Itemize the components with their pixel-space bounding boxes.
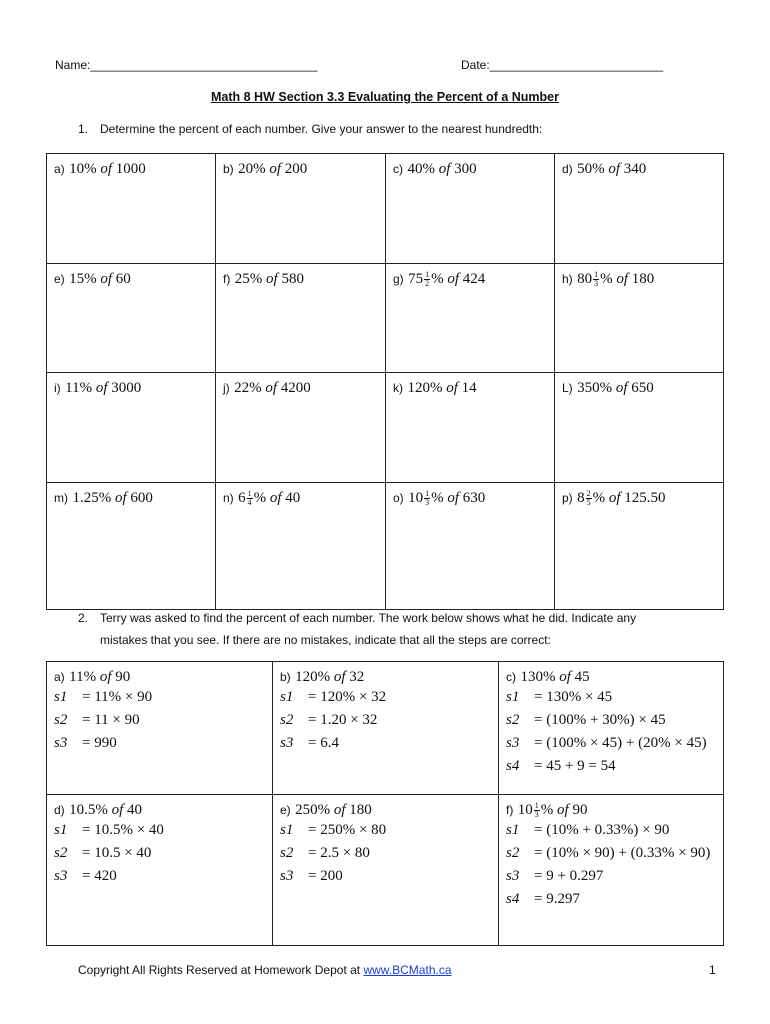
percent-value: 120% bbox=[407, 380, 443, 396]
step-label: s2 bbox=[280, 845, 294, 861]
step-label: s2 bbox=[506, 845, 520, 862]
of-word: of bbox=[269, 161, 282, 177]
base-number: 90 bbox=[572, 802, 588, 818]
q2-problem-cell[interactable] bbox=[47, 662, 273, 795]
problem-label: k) bbox=[393, 381, 403, 395]
problem-expression bbox=[408, 271, 485, 287]
problem-expression bbox=[238, 490, 300, 506]
percent-whole: 10 bbox=[517, 802, 533, 818]
problem-label: f) bbox=[506, 803, 514, 817]
problem-expression bbox=[577, 380, 654, 396]
step-expression: = 9.297 bbox=[534, 891, 580, 908]
of-word: of bbox=[100, 271, 113, 287]
of-word: of bbox=[615, 380, 628, 396]
of-word: of bbox=[557, 802, 569, 818]
base-number: 630 bbox=[462, 490, 486, 506]
q2-problem-cell[interactable] bbox=[47, 795, 273, 946]
work-step bbox=[54, 732, 265, 755]
q1-problem-cell[interactable] bbox=[47, 483, 216, 610]
problem-expression bbox=[65, 380, 141, 396]
step-expression: = (100% + 30%) × 45 bbox=[534, 712, 666, 728]
problem-label: L) bbox=[562, 381, 573, 395]
q1-problem-cell[interactable] bbox=[555, 264, 724, 373]
of-word: of bbox=[266, 271, 278, 287]
step-label: s1 bbox=[506, 822, 520, 839]
fraction-denominator: 3 bbox=[534, 810, 539, 820]
step-expression: = 120% × 32 bbox=[308, 689, 387, 705]
q1-number: 1. bbox=[78, 122, 89, 136]
of-word: of bbox=[447, 490, 460, 506]
work-steps bbox=[54, 819, 265, 888]
of-word: of bbox=[446, 380, 458, 396]
step-expression: = 420 bbox=[82, 868, 117, 884]
fraction-numerator: 1 bbox=[425, 489, 430, 499]
percent-value: 130% bbox=[520, 669, 556, 685]
problem-expression bbox=[295, 802, 372, 818]
base-number: 180 bbox=[349, 802, 372, 818]
fraction-numerator: 1 bbox=[534, 801, 539, 811]
of-word: of bbox=[608, 161, 621, 177]
step-expression: = (10% × 90) + (0.33% × 90) bbox=[534, 845, 711, 862]
base-number: 1000 bbox=[115, 161, 146, 177]
fraction bbox=[247, 490, 253, 507]
percent-whole: 8 bbox=[577, 490, 585, 506]
step-label: s2 bbox=[54, 845, 68, 861]
of-word: of bbox=[333, 802, 346, 818]
step-label: s1 bbox=[280, 822, 294, 838]
base-number: 3000 bbox=[111, 380, 142, 396]
q1-problem-cell[interactable] bbox=[386, 483, 555, 610]
step-label: s3 bbox=[54, 868, 68, 884]
step-label: s1 bbox=[280, 689, 294, 705]
step-label: s4 bbox=[506, 891, 520, 908]
fraction bbox=[593, 271, 599, 288]
base-number: 580 bbox=[281, 271, 304, 287]
percent-value: 15% bbox=[69, 271, 97, 287]
percent-value: 10% bbox=[69, 161, 97, 177]
step-expression: = 2.5 × 80 bbox=[308, 845, 370, 861]
name-label: Name: bbox=[55, 58, 91, 72]
of-word: of bbox=[100, 161, 113, 177]
step-label: s1 bbox=[54, 822, 68, 838]
of-word: of bbox=[333, 669, 346, 685]
fraction bbox=[424, 271, 430, 288]
work-step bbox=[280, 865, 491, 888]
percent-value: 11% bbox=[69, 669, 97, 685]
problem-label: h) bbox=[562, 272, 573, 286]
step-expression: = 9 + 0.297 bbox=[534, 868, 604, 885]
percent-value: 250% bbox=[295, 802, 331, 818]
step-label: s1 bbox=[506, 689, 520, 705]
problem-label: a) bbox=[54, 162, 65, 176]
work-steps bbox=[506, 819, 716, 911]
date-field bbox=[461, 58, 663, 72]
q2-instruction bbox=[78, 607, 738, 651]
q2-table bbox=[46, 661, 724, 946]
step-expression: = 6.4 bbox=[308, 735, 339, 751]
problem-label: f) bbox=[223, 272, 231, 286]
work-step bbox=[506, 842, 716, 865]
q1-problem-cell[interactable] bbox=[216, 373, 386, 483]
q1-problem-cell[interactable] bbox=[386, 264, 555, 373]
q1-problem-cell[interactable] bbox=[555, 483, 724, 610]
work-step bbox=[54, 686, 265, 709]
percent-value: 22% bbox=[234, 380, 262, 396]
problem-expression bbox=[72, 490, 152, 506]
problem-expression bbox=[577, 161, 646, 177]
problem-label: b) bbox=[280, 670, 291, 684]
work-step bbox=[506, 686, 716, 709]
fraction-numerator: 1 bbox=[425, 270, 430, 280]
problem-expression bbox=[407, 380, 476, 396]
problem-expression bbox=[69, 161, 146, 177]
step-label: s3 bbox=[54, 735, 68, 751]
problem-label: d) bbox=[562, 162, 573, 176]
page-number: 1 bbox=[709, 963, 716, 977]
fraction-numerator: 2 bbox=[586, 489, 591, 499]
name-line: __________________________________ bbox=[90, 58, 318, 72]
percent-sign: % bbox=[253, 490, 267, 506]
q1-row bbox=[47, 154, 724, 264]
base-number: 125.50 bbox=[624, 490, 666, 506]
step-label: s2 bbox=[506, 712, 520, 728]
q2-problem-cell[interactable] bbox=[273, 662, 499, 795]
q2-problem-cell[interactable] bbox=[273, 795, 499, 946]
q1-row bbox=[47, 373, 724, 483]
percent-value: 1.25% bbox=[72, 490, 112, 506]
base-number: 340 bbox=[623, 161, 647, 177]
percent-whole: 10 bbox=[408, 490, 424, 506]
of-word: of bbox=[111, 802, 124, 818]
q1-problem-cell[interactable] bbox=[216, 483, 386, 610]
of-word: of bbox=[114, 490, 127, 506]
q1-problem-cell[interactable] bbox=[216, 154, 386, 264]
percent-sign: % bbox=[431, 271, 444, 287]
base-number: 180 bbox=[631, 271, 655, 287]
percent-whole: 80 bbox=[577, 271, 593, 287]
q1-problem-cell[interactable] bbox=[386, 154, 555, 264]
base-number: 600 bbox=[130, 490, 153, 506]
problem-expression bbox=[234, 380, 311, 396]
name-field bbox=[55, 58, 317, 72]
date-line: __________________________ bbox=[489, 58, 664, 72]
step-expression: = 990 bbox=[82, 735, 117, 751]
of-word: of bbox=[447, 271, 460, 287]
problem-label: a) bbox=[54, 670, 65, 684]
percent-sign: % bbox=[431, 490, 444, 506]
work-step bbox=[280, 842, 491, 865]
problem-expression bbox=[69, 271, 131, 287]
step-label: s3 bbox=[280, 868, 294, 884]
fraction-denominator: 3 bbox=[594, 279, 599, 289]
problem-label: i) bbox=[54, 381, 61, 395]
problem-label: p) bbox=[562, 491, 573, 505]
problem-expression bbox=[520, 669, 589, 685]
work-step bbox=[506, 888, 716, 911]
work-step bbox=[506, 755, 716, 778]
percent-value: 120% bbox=[295, 669, 331, 685]
step-expression: = 1.20 × 32 bbox=[308, 712, 378, 728]
website-link[interactable]: www.BCMath.ca bbox=[363, 963, 452, 977]
step-label: s2 bbox=[280, 712, 294, 728]
problem-expression bbox=[295, 669, 364, 685]
problem-expression bbox=[408, 490, 485, 506]
base-number: 4200 bbox=[280, 380, 311, 396]
of-word: of bbox=[438, 161, 451, 177]
of-word: of bbox=[608, 490, 621, 506]
q1-problem-cell[interactable] bbox=[555, 154, 724, 264]
work-step bbox=[54, 709, 265, 732]
base-number: 14 bbox=[461, 380, 477, 396]
of-word: of bbox=[269, 490, 282, 506]
percent-value: 50% bbox=[577, 161, 605, 177]
q1-problem-cell[interactable] bbox=[555, 373, 724, 483]
work-step bbox=[280, 709, 491, 732]
percent-sign: % bbox=[600, 271, 613, 287]
problem-expression bbox=[238, 161, 307, 177]
q1-problem-cell[interactable] bbox=[386, 373, 555, 483]
q1-problem-cell[interactable] bbox=[216, 264, 386, 373]
q1-problem-cell[interactable] bbox=[47, 264, 216, 373]
step-expression: = 10.5% × 40 bbox=[82, 822, 164, 838]
fraction-numerator: 1 bbox=[247, 489, 252, 499]
copyright-text: Copyright All Rights Reserved at Homework Depot at bbox=[78, 963, 364, 977]
work-steps bbox=[280, 686, 491, 755]
q1-text: Determine the percent of each number. Give your answer to the nearest hundredth: bbox=[100, 122, 543, 136]
fraction bbox=[534, 802, 540, 819]
work-step bbox=[280, 732, 491, 755]
problem-expression bbox=[407, 161, 476, 177]
q2-text-line2: mistakes that you see. If there are no mistakes, indicate that all the steps are correct: bbox=[100, 633, 551, 647]
q2-problem-cell[interactable] bbox=[499, 795, 724, 946]
problem-expression bbox=[518, 802, 588, 818]
percent-value: 40% bbox=[407, 161, 435, 177]
step-expression: = 250% × 80 bbox=[308, 822, 387, 838]
problem-label: e) bbox=[280, 803, 291, 817]
fraction-denominator: 4 bbox=[247, 498, 252, 508]
of-word: of bbox=[559, 669, 571, 685]
work-steps bbox=[54, 686, 265, 755]
base-number: 45 bbox=[574, 669, 590, 685]
of-word: of bbox=[95, 380, 108, 396]
page-title: Math 8 HW Section 3.3 Evaluating the Percent of a Number bbox=[211, 90, 559, 104]
base-number: 40 bbox=[127, 802, 143, 818]
step-expression: = 200 bbox=[308, 868, 343, 884]
problem-expression bbox=[577, 490, 665, 506]
fraction-denominator: 2 bbox=[425, 279, 430, 289]
step-label: s1 bbox=[54, 689, 68, 705]
problem-label: d) bbox=[54, 803, 65, 817]
q2-row bbox=[47, 662, 724, 795]
step-expression: = 11% × 90 bbox=[82, 689, 153, 705]
problem-label: c) bbox=[393, 162, 403, 176]
work-step bbox=[54, 865, 265, 888]
q1-problem-cell[interactable] bbox=[47, 373, 216, 483]
problem-label: j) bbox=[223, 381, 230, 395]
percent-value: 10.5% bbox=[69, 802, 108, 818]
base-number: 40 bbox=[285, 490, 301, 506]
q2-number: 2. bbox=[78, 611, 89, 625]
q1-row bbox=[47, 264, 724, 373]
base-number: 650 bbox=[631, 380, 654, 396]
step-expression: = 130% × 45 bbox=[534, 689, 613, 705]
of-word: of bbox=[265, 380, 278, 396]
problem-label: g) bbox=[393, 272, 404, 286]
q2-text-line1: Terry was asked to find the percent of each number. The work below shows what he did. Indicate any bbox=[100, 611, 637, 625]
work-steps bbox=[280, 819, 491, 888]
step-label: s2 bbox=[54, 712, 68, 728]
fraction-denominator: 3 bbox=[425, 498, 430, 508]
fraction-denominator: 5 bbox=[586, 498, 591, 508]
work-step bbox=[54, 842, 265, 865]
step-expression: = 10.5 × 40 bbox=[82, 845, 152, 861]
of-word: of bbox=[99, 669, 112, 685]
problem-expression bbox=[235, 271, 304, 287]
step-expression: = (100% × 45) + (20% × 45) bbox=[534, 735, 707, 751]
step-label: s3 bbox=[506, 868, 520, 885]
problem-label: c) bbox=[506, 670, 516, 684]
step-label: s3 bbox=[280, 735, 294, 751]
problem-expression bbox=[69, 802, 142, 818]
work-step bbox=[280, 819, 491, 842]
q1-table bbox=[46, 153, 724, 610]
q2-problem-cell[interactable] bbox=[499, 662, 724, 795]
problem-label: e) bbox=[54, 272, 65, 286]
work-step bbox=[506, 709, 716, 732]
step-expression: = (10% + 0.33%) × 90 bbox=[534, 822, 670, 839]
q1-problem-cell[interactable] bbox=[47, 154, 216, 264]
work-step bbox=[506, 865, 716, 888]
base-number: 60 bbox=[115, 271, 131, 287]
base-number: 32 bbox=[349, 669, 365, 685]
percent-whole: 6 bbox=[238, 490, 246, 506]
date-label: Date: bbox=[461, 58, 490, 72]
work-steps bbox=[506, 686, 716, 778]
fraction bbox=[586, 490, 592, 507]
work-step bbox=[54, 819, 265, 842]
problem-label: o) bbox=[393, 491, 404, 505]
percent-value: 11% bbox=[65, 380, 93, 396]
footer-copyright bbox=[78, 963, 452, 977]
percent-whole: 75 bbox=[408, 271, 424, 287]
problem-label: n) bbox=[223, 491, 234, 505]
base-number: 200 bbox=[284, 161, 308, 177]
work-step bbox=[506, 819, 716, 842]
problem-label: m) bbox=[54, 491, 68, 505]
q1-instruction bbox=[78, 118, 738, 140]
of-word: of bbox=[616, 271, 629, 287]
problem-label: b) bbox=[223, 162, 234, 176]
q2-row bbox=[47, 795, 724, 946]
base-number: 90 bbox=[115, 669, 131, 685]
percent-value: 25% bbox=[234, 271, 263, 287]
work-step bbox=[506, 732, 716, 755]
percent-sign: % bbox=[592, 490, 606, 506]
fraction-numerator: 1 bbox=[594, 270, 599, 280]
step-label: s4 bbox=[506, 758, 520, 774]
step-label: s3 bbox=[506, 735, 520, 751]
step-expression: = 11 × 90 bbox=[82, 712, 140, 728]
step-expression: = 45 + 9 = 54 bbox=[534, 758, 616, 774]
work-step bbox=[280, 686, 491, 709]
base-number: 424 bbox=[462, 271, 486, 287]
percent-value: 20% bbox=[238, 161, 266, 177]
problem-expression bbox=[69, 669, 130, 685]
fraction bbox=[424, 490, 430, 507]
percent-value: 350% bbox=[577, 380, 613, 396]
percent-sign: % bbox=[540, 802, 554, 818]
base-number: 300 bbox=[454, 161, 477, 177]
q1-row bbox=[47, 483, 724, 610]
problem-expression bbox=[577, 271, 654, 287]
